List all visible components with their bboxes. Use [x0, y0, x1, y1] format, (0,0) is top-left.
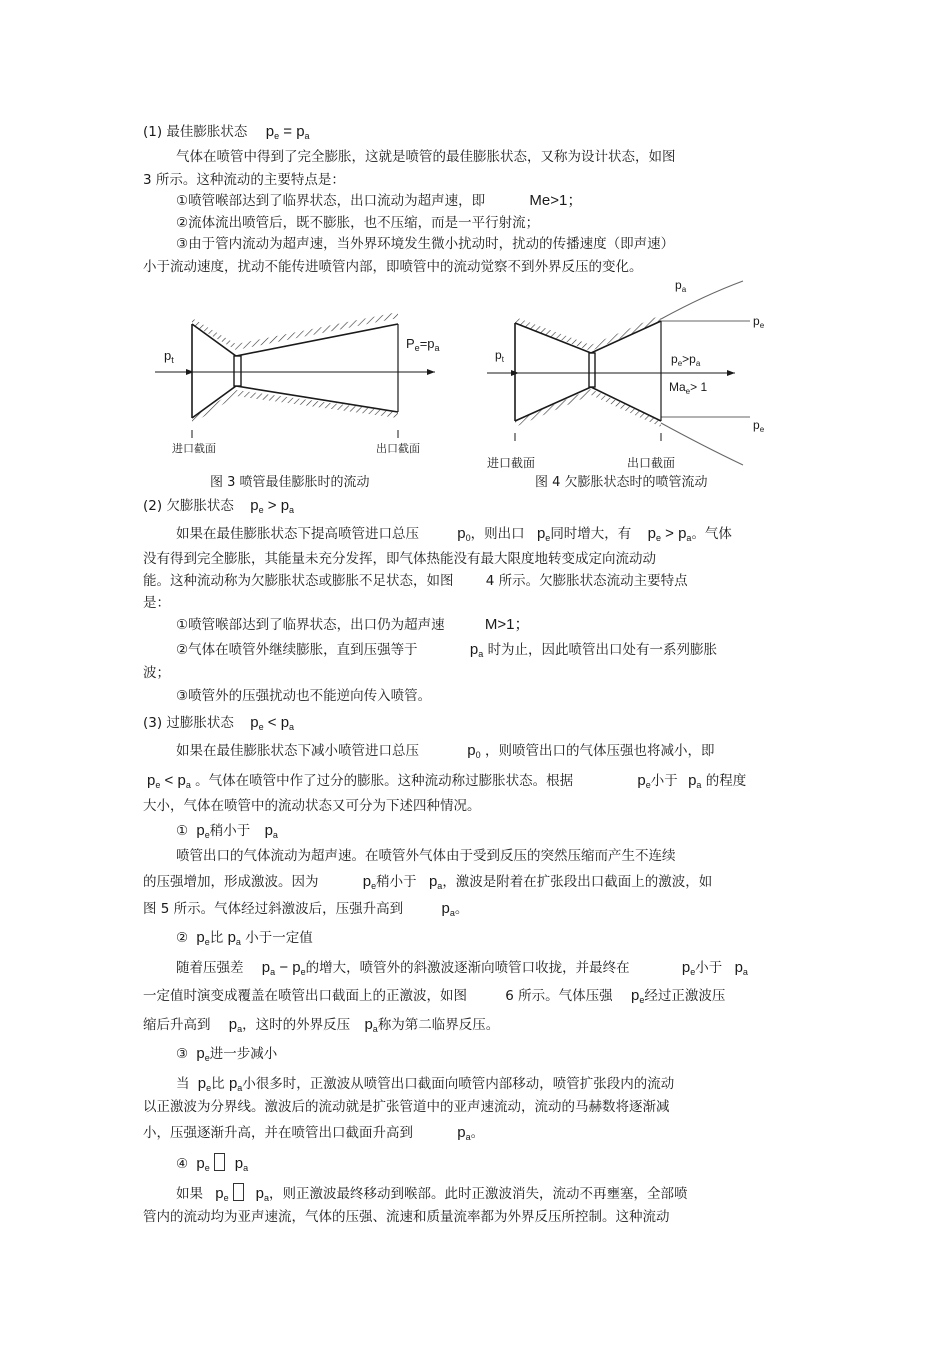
s2-para-line: 如果在最佳膨胀状态下提高喷管进口总压 $p_0$，则出口 $p_e$同时增大，有 $p_e > p_a$。气体	[176, 525, 732, 543]
c3-para-line: 当 $p_e$比 $p_a$小很多时，正激波从喷管出口截面向喷管内部移动，喷管扩张段内的流动	[176, 1075, 675, 1093]
c1-para-line: 图 5 所示。气体经过斜激波后，压强升高到 $p_a$。	[143, 900, 469, 918]
missing-symbol-box	[214, 1153, 225, 1171]
s1-item-3: ③由于管内流动为超声速，当外界环境发生微小扰动时，扰动的传播速度（即声速）	[176, 236, 675, 252]
fig4-mach-label: $Ma_e> 1$	[669, 380, 708, 396]
s2-para-line: 能。这种流动称为欠膨胀状态或膨胀不足状态，如图 4 所示。欠膨胀状态流动主要特点	[143, 573, 688, 589]
c3-para-line: 小，压强逐渐升高，并在喷管出口截面升高到 $p_a$。	[143, 1124, 485, 1142]
fig4-outlet-label: 出口截面	[627, 456, 676, 470]
fig4-pa-label: $p_a$	[675, 278, 687, 294]
throat	[234, 356, 241, 386]
s1-item-1: ①喷管喉部达到了临界状态，出口流动为超声速，即 Me>1；	[176, 192, 583, 209]
section-1-heading: (1) 最佳膨胀状态 $p_e = p_a$	[143, 123, 310, 141]
case-1-heading: ① $p_e$稍小于 $p_a$	[176, 822, 278, 840]
c1-para-line: 的压强增加，形成激波。因为 $p_e$稍小于 $p_a$，激波是附着在扩张段出口截面上的激波，如	[143, 873, 713, 891]
upper-boundary	[661, 281, 743, 319]
fig3-outlet-label: 出口截面	[376, 443, 420, 455]
s3-para-line: 大小，气体在喷管中的流动状态又可分为下述四种情况。	[143, 798, 481, 814]
fig4-compare-label: $p_e>p_a$	[671, 352, 701, 368]
s3-para-line: 如果在最佳膨胀状态下减小喷管进口总压 $p_0$ ，则喷管出口的气体压强也将减小，即	[176, 742, 715, 760]
fig4-inlet-label: 进口截面	[487, 456, 536, 470]
missing-symbol-box	[233, 1183, 244, 1201]
c3-para-line: 以正激波为分界线。激波后的流动就是扩张管道中的亚声速流动，流动的马赫数将逐渐减	[143, 1099, 670, 1115]
fig4-pe-bottom-label: $p_e$	[753, 418, 765, 434]
section-3-heading: (3) 过膨胀状态 $p_e < p_a$	[143, 714, 295, 732]
s1-item-2: ②流体流出喷管后，既不膨胀，也不压缩，而是一平行射流；	[176, 215, 540, 231]
s1-para-line: 3 所示。这种流动的主要特点是：	[143, 172, 345, 188]
s2-item-2-cont: 波；	[143, 665, 170, 681]
s1-item-3-cont: 小于流动速度，扰动不能传进喷管内部，即喷管中的流动觉察不到外界反压的变化。	[143, 259, 643, 275]
c2-para-line: 随着压强差 $p_a - p_e$的增大，喷管外的斜激波逐渐向喷管口收拢，并最终在 $p_e$小于 $p_a$	[176, 959, 748, 977]
figure-4-nozzle-diagram	[485, 275, 785, 475]
fig4-pt-label: $p_t$	[495, 348, 504, 364]
fig3-exit-label: $P_e=p_a$	[406, 336, 440, 353]
section-2-heading: (2) 欠膨胀状态 $p_e > p_a$	[143, 497, 295, 515]
s2-item-1: ①喷管喉部达到了临界状态，出口仍为超声速 M>1；	[176, 616, 530, 633]
c4-para-line: 如果 $p_e$ $p_a$，则正激波最终移动到喉部。此时正激波消失，流动不再壅塞，全部喷	[176, 1185, 688, 1203]
s2-item-3: ③喷管外的压强扰动也不能逆向传入喷管。	[176, 688, 432, 704]
fig3-inlet-label: 进口截面	[172, 443, 216, 455]
s2-para-line: 没有得到完全膨胀，其能量未充分发挥，即气体热能没有最大限度地转变成定向流动动	[143, 551, 656, 567]
c4-para-line: 管内的流动均为亚声速流，气体的压强、流速和质量流率都为外界反压所控制。这种流动	[143, 1209, 670, 1225]
case-2-heading: ② $p_e$比 $p_a$ 小于一定值	[176, 929, 313, 947]
figure-3-caption: 图 3 喷管最佳膨胀时的流动	[210, 475, 370, 490]
case-4-heading: ④ $p_e$ $p_a$	[176, 1155, 249, 1173]
fig4-pe-top-label: $p_e$	[753, 314, 765, 330]
fig3-pt-label: $p_t$	[164, 348, 174, 365]
c2-para-line: 缩后升高到 $p_a$，这时的外界反压 $p_a$称为第二临界反压。	[143, 1016, 500, 1034]
s2-item-2: ②气体在喷管外继续膨胀，直到压强等于 $p_a$ 时为止，因此喷管出口处有一系列膨胀	[176, 641, 718, 659]
c2-para-line: 一定值时演变成覆盖在喷管出口截面上的正激波，如图 6 所示。气体压强 $p_e$经过正激波压	[143, 987, 726, 1005]
figure-4-caption: 图 4 欠膨胀状态时的喷管流动	[535, 475, 708, 490]
case-3-heading: ③ $p_e$进一步减小	[176, 1045, 278, 1063]
figure-3-nozzle-diagram	[150, 300, 450, 465]
s2-para-line: 是：	[143, 595, 170, 611]
c1-para-line: 喷管出口的气体流动为超声速。在喷管外气体由于受到反压的突然压缩而产生不连续	[176, 848, 676, 864]
s1-para-line: 气体在喷管中得到了完全膨胀，这就是喷管的最佳膨胀状态，又称为设计状态，如图	[176, 149, 676, 165]
s3-para-line: $p_e < p_a$ 。气体在喷管中作了过分的膨胀。这种流动称过膨胀状态。根据 $p_e$小于 $p_a$ 的程度	[147, 772, 747, 790]
